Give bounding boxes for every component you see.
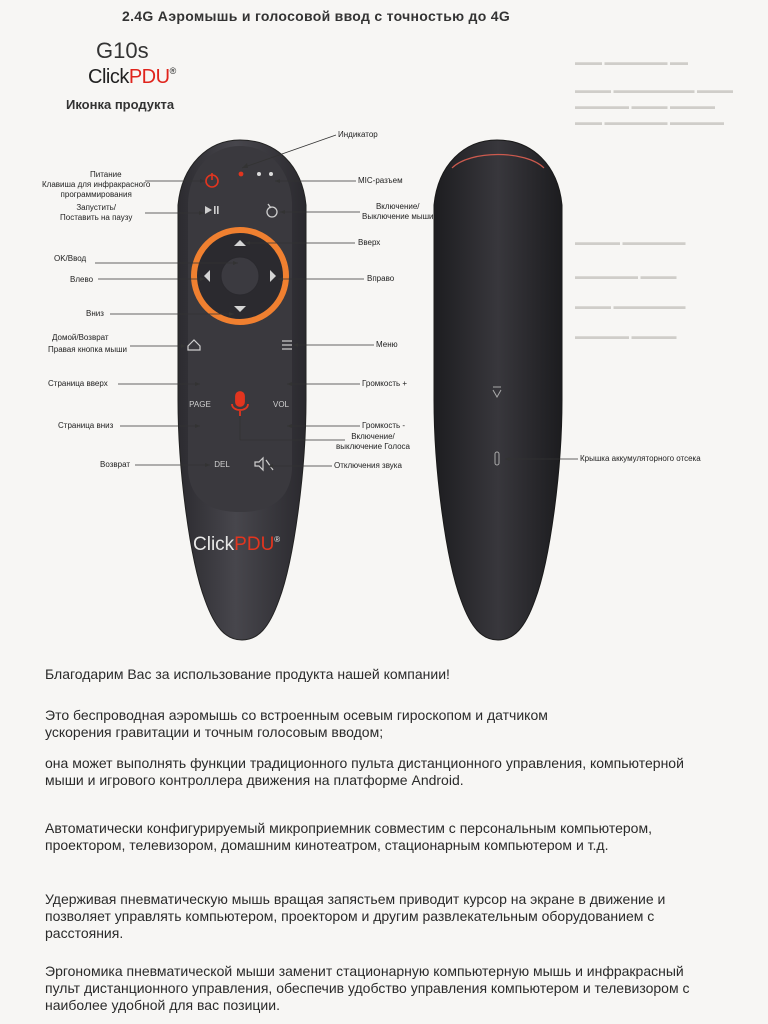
section-subtitle: Иконка продукта	[66, 97, 175, 112]
bleed-through-text: ▬▬▬ ▬▬▬▬▬▬▬ ▬▬	[575, 57, 689, 67]
label-right-mouse: Правая кнопка мыши	[48, 345, 127, 354]
label-ir-key: Клавиша для инфракрасного программирования	[42, 180, 151, 199]
label-up: Вверх	[358, 238, 381, 247]
label-left: Влево	[70, 275, 94, 284]
mic-dot	[257, 172, 261, 176]
paragraph-usage: Удерживая пневматическую мышь вращая запястьем приводит курсор на экране в движение и позволяет управлять компьютером, проектором и другим развлекательным оборудованием с расстояния.	[45, 891, 666, 941]
remote-back-body	[434, 140, 562, 640]
label-page-up: Страница вверх	[48, 379, 108, 388]
bleed-through-text: ▬▬▬ ▬▬▬▬▬▬▬ ▬▬▬▬▬▬	[575, 117, 725, 127]
paragraph-functions: она может выполнять функции традиционного пульта дистанционного управления, компьютерной мыши и игрового контроллера движения на платформе Android.	[45, 755, 684, 788]
label-battery-cover: Крышка аккумуляторного отсека	[580, 454, 701, 463]
paragraph-ergonomics: Эргономика пневматической мыши заменит стационарную компьютерную мышь и инфракрасный пульт дистанционного управления, обеспечив удобство управления компьютером и телевизором с наиболее удобной для вас позиции.	[45, 963, 690, 1013]
bleed-through-text: ▬▬▬▬ ▬▬▬▬▬▬▬▬	[575, 301, 686, 311]
bleed-through-text: ▬▬▬▬ ▬▬▬▬▬▬▬▬▬ ▬▬▬▬	[575, 85, 734, 95]
label-mouse-toggle: Включение/ Выключение мыши	[362, 202, 434, 221]
label-page-down: Страница вниз	[58, 421, 114, 430]
label-menu: Меню	[376, 340, 398, 349]
paragraph-thanks: Благодарим Вас за использование продукта нашей компании!	[45, 666, 450, 682]
mic-dot	[269, 172, 273, 176]
label-mic-port: MIC-разъем	[358, 176, 403, 185]
bleed-through-text: ▬▬▬▬▬ ▬▬▬▬▬▬▬	[575, 237, 686, 247]
label-indicator: Индикатор	[338, 130, 378, 139]
label-mute: Отключения звука	[334, 461, 402, 470]
remote-front-panel	[188, 146, 292, 512]
bleed-through-text: ▬▬▬▬▬▬▬ ▬▬▬▬	[575, 271, 677, 281]
bleed-through-text: ▬▬▬▬▬▬ ▬▬▬▬▬	[575, 331, 677, 341]
model-name: G10s	[96, 38, 149, 63]
del-key-label: DEL	[214, 460, 230, 469]
indicator-led	[239, 172, 244, 177]
paragraph-compatibility: Автоматически конфигурируемый микроприемник совместим с персональным компьютером, проектором, телевизором, домашним кинотеатром, стационарным компьютером и т.д.	[45, 820, 652, 853]
label-down: Вниз	[86, 309, 104, 318]
label-voice-toggle: Включение/ выключение Голоса	[336, 432, 410, 451]
page-title: 2.4G Аэромышь и голосовой ввод с точностью до 4G	[122, 8, 511, 24]
label-volume-up: Громкость +	[362, 379, 408, 388]
front-logo-click: Click	[193, 534, 235, 555]
label-right: Вправо	[367, 274, 395, 283]
label-power: Питание	[90, 170, 122, 179]
page-key-label: PAGE	[189, 400, 211, 409]
bleed-through-text: ▬▬▬▬▬▬ ▬▬▬▬ ▬▬▬▬▬	[575, 101, 716, 111]
paragraph-intro: Это беспроводная аэромышь со встроенным осевым гироскопом и датчиком ускорения гравитации и точным голосовым вводом;	[45, 707, 548, 740]
brand-click: Click	[88, 66, 129, 88]
vol-key-label: VOL	[272, 400, 290, 409]
label-back: Возврат	[100, 460, 130, 469]
brand-reg: ®	[169, 66, 176, 76]
front-logo-pdu: PDU	[234, 534, 275, 555]
label-play-pause: Запустить/ Поставить на паузу	[60, 203, 133, 222]
label-ok-enter: OK/Ввод	[54, 254, 87, 263]
brand-pdu: PDU	[128, 66, 170, 88]
label-home-back: Домой/Возврат	[52, 333, 109, 342]
front-logo-reg: ®	[274, 535, 281, 544]
label-volume-down: Громкость -	[362, 421, 406, 430]
front-logo	[193, 534, 280, 555]
